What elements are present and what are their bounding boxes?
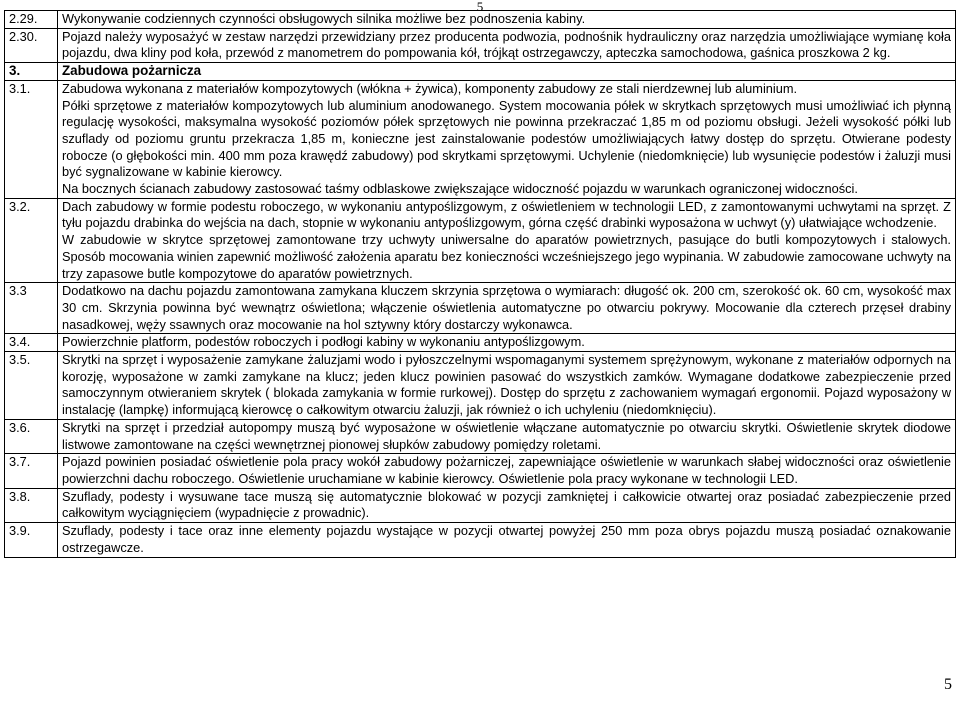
spec-row	[5, 352, 956, 420]
spec-row-text	[58, 334, 956, 352]
spec-row	[5, 28, 956, 62]
spec-row-number: 3.8.	[5, 488, 58, 522]
spec-paragraph: Skrytki na sprzęt i wyposażenie zamykane żaluzjami wodo i pyłoszczelnymi wspomaganymi systemem sprężynowym, wykonane z materiałów odpornych na korozję, wyposażone w zamki zamykane na klucz; jeden klucz powinien pasować do wszystkich zamków. Wymagane dodatkowe zabezpieczenie przed samoczynnym otwieraniem skrytek ( blokada zamykania w formie rurkowej). Dostęp do sprzętu z zachowaniem wymagań ergonomii. Pojazd wyposażony w instalację (lampkę) informującą kierowcę o całkowitym otwarciu żaluzji, jak również o ich uchyleniu (niedomknięciu).	[62, 352, 951, 418]
page-number-bottom: 5	[944, 676, 952, 693]
spec-paragraph: Skrytki na sprzęt i przedział autopompy muszą być wyposażone w oświetlenie włączane automatycznie po otwarciu skrytki. Oświetlenie skrytek diodowe listwowe zamontowane na części wewnętrznej pionowej słupków zabudowy pomiędzy roletami.	[62, 419, 951, 452]
spec-row-text	[58, 523, 956, 557]
spec-row	[5, 488, 956, 522]
spec-row	[5, 11, 956, 29]
spec-row-text	[58, 352, 956, 420]
specification-table	[4, 10, 956, 558]
spec-row	[5, 283, 956, 334]
spec-paragraph: Półki sprzętowe z materiałów kompozytowych lub aluminium anodowanego. System mocowania półek w skrytkach sprzętowych musi umożliwiać ich płynną regulację wysokości, maksymalna wysokość poziomów półek sprzętowych nie powinna przekraczać 1,85 m od poziomu obsługi. Jeżeli wysokość półki lub szuflady od poziomu gruntu przekracza 1,85 m, konieczne jest zainstalowanie podestów umożliwiających łatwy dostęp do sprzętu. Otwierane podesty robocze (o głębokości min. 400 mm poza krawędź zabudowy) pod skrytkami sprzętowymi. Uchylenie (niedomknięcie) lub wysunięcie podestów i żaluzji musi być sygnalizowane w kabinie kierowcy.	[62, 97, 951, 180]
spec-paragraph: Pojazd należy wyposażyć w zestaw narzędzi przewidziany przez producenta podwozia, podnośnik hydrauliczny oraz narzędzia umożliwiające wymianę koła pojazdu, dwa kliny pod koła, przewód z manometrem do pompowania kół, trójkąt ostrzegawczy, apteczka samochodowa, gaśnica proszkowa 2 kg.	[62, 28, 951, 61]
spec-paragraph: Wykonywanie codziennych czynności obsługowych silnika możliwe bez podnoszenia kabiny.	[62, 11, 586, 26]
spec-row-text	[58, 80, 956, 198]
spec-row-number: 3.	[5, 63, 58, 81]
spec-row-number: 3.3	[5, 283, 58, 334]
spec-row-text	[58, 198, 956, 283]
spec-row-number: 2.30.	[5, 28, 58, 62]
spec-row	[5, 454, 956, 488]
spec-row-number: 2.29.	[5, 11, 58, 29]
spec-paragraph: Pojazd powinien posiadać oświetlenie pola pracy wokół zabudowy pożarniczej, zapewniające oświetlenie w warunkach słabej widoczności oraz oświetlenie powierzchni dachu roboczego. Oświetlenie uruchamiane w kabinie kierowcy. Oświetlenie pola pracy wykonane w technologii LED.	[62, 454, 951, 486]
spec-paragraph: Szuflady, podesty i tace oraz inne elementy pojazdu wystające w pozycji otwartej powyżej 250 mm poza obrys pojazdu muszą posiadać oznakowanie ostrzegawcze.	[62, 523, 951, 555]
spec-row-number: 3.6.	[5, 419, 58, 453]
section-heading-row	[5, 63, 956, 81]
spec-row-number: 3.4.	[5, 334, 58, 352]
spec-paragraph: Powierzchnie platform, podestów roboczych i podłogi kabiny w wykonaniu antypoślizgowym.	[62, 334, 585, 350]
spec-row	[5, 419, 956, 453]
spec-row-number: 3.7.	[5, 454, 58, 488]
spec-row-text	[58, 488, 956, 522]
spec-paragraph: Zabudowa pożarnicza	[62, 63, 202, 79]
spec-row-number: 3.9.	[5, 523, 58, 557]
spec-row	[5, 198, 956, 283]
spec-row-text	[58, 28, 956, 62]
spec-row	[5, 80, 956, 198]
spec-row-text	[58, 419, 956, 453]
spec-row-number: 3.5.	[5, 352, 58, 420]
spec-paragraph: Dach zabudowy w formie podestu roboczego, w wykonaniu antypoślizgowym, z oświetleniem w technologii LED, z zamontowanymi uchwytami na sprzęt. Z tyłu pojazdu drabinka do wejścia na dach, stopnie w wykonaniu antypoślizgowym, górna część drabinki wyposażona w uchwyt (y) ułatwiające wchodzenie.	[62, 198, 951, 231]
spec-paragraph: Szuflady, podesty i wysuwane tace muszą się automatycznie blokować w pozycji zamkniętej i całkowicie otwartej oraz posiadać zabezpieczenie przed całkowitym wyciągnięciem (wypadnięcie z prowadnic).	[62, 488, 951, 521]
spec-row-number: 3.2.	[5, 198, 58, 283]
spec-paragraph: Na bocznych ścianach zabudowy zastosować taśmy odblaskowe zwiększające widoczność pojazdu w warunkach ograniczonej widoczności.	[62, 181, 858, 197]
spec-row-text	[58, 11, 956, 29]
spec-paragraph: W zabudowie w skrytce sprzętowej zamontowane trzy uchwyty uniwersalne do aparatów powietrznych, pasujące do butli kompozytowych i stalowych. Sposób mocowania winien zapewnić możliwość założenia aparatu bez konieczności wcześniejszego jego wypinania. W zabudowie zamocowane uchwyty na trzy zapasowe butle kompozytowe do aparatów powietrznych.	[62, 232, 951, 281]
spec-row-text	[58, 454, 956, 488]
section-heading-text	[58, 63, 956, 81]
spec-paragraph: Zabudowa wykonana z materiałów kompozytowych (włókna + żywica), komponenty zabudowy ze stali nierdzewnej lub aluminium.	[62, 80, 798, 96]
spec-row	[5, 523, 956, 557]
page-number-top: 5	[476, 0, 484, 14]
specification-table-body	[5, 11, 956, 558]
spec-row-number: 3.1.	[5, 80, 58, 198]
spec-row-text	[58, 283, 956, 334]
spec-row	[5, 334, 956, 352]
spec-paragraph: Dodatkowo na dachu pojazdu zamontowana zamykana kluczem skrzynia sprzętowa o wymiarach: długość ok. 200 cm, szerokość ok. 60 cm, wysokość max 30 cm. Skrzynia powinna być wewnątrz oświetlona; włączenie oświetlenia automatyczne po otwarciu pokrywy. Mocowanie dla czterech przęseł drabiny nasadkowej, węży ssawnych oraz mocowanie na hol sztywny który dostarczy wykonawca.	[62, 283, 951, 332]
